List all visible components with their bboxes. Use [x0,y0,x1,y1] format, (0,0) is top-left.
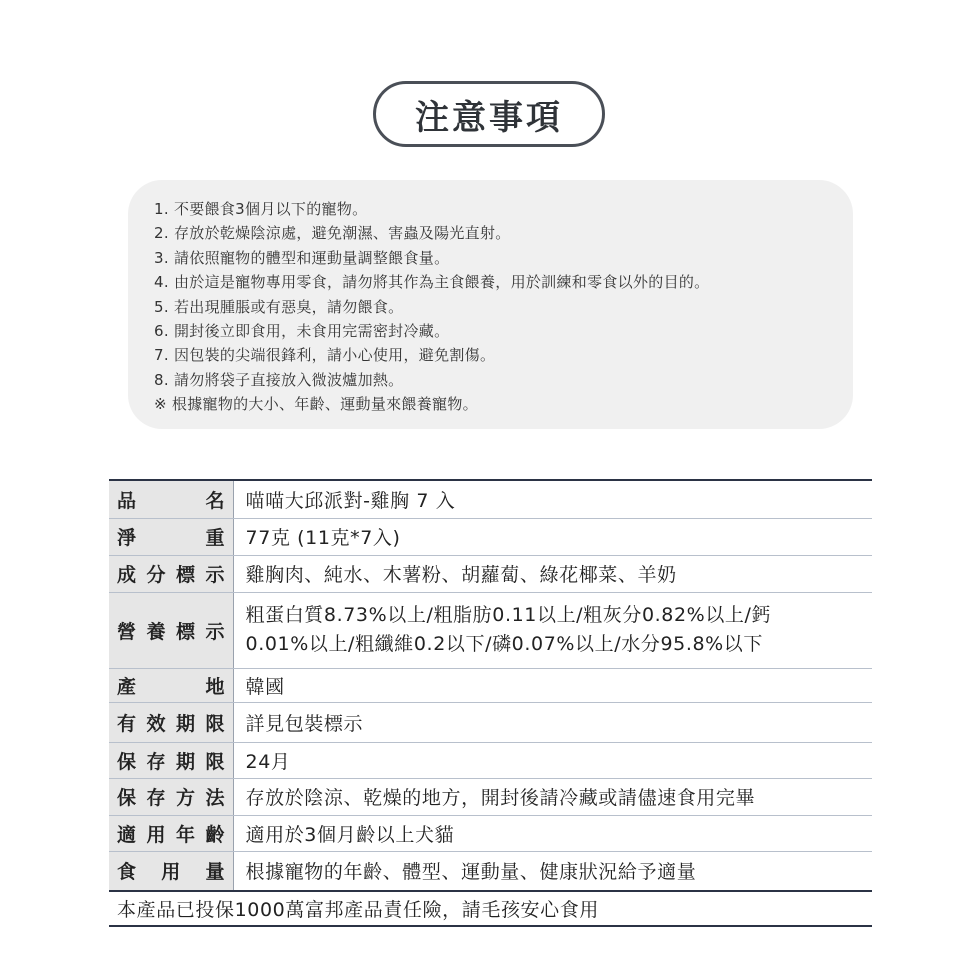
notice-item: 3. 請依照寵物的體型和運動量調整餵食量。 [154,248,450,267]
spec-value: 77克 (11克*7入) [233,518,872,555]
spec-label: 成 分 標 示 [109,555,233,592]
spec-label: 保 存 期 限 [109,742,233,778]
spec-value: 適用於3個月齡以上犬貓 [233,815,872,851]
product-spec-table [109,479,872,927]
spec-row-origin [109,668,872,702]
spec-row-expiry [109,702,872,742]
spec-value: 存放於陰涼、乾燥的地方，開封後請冷藏或請儘速食用完畢 [233,778,872,815]
spec-row-age [109,815,872,851]
spec-row-weight [109,518,872,555]
spec-label: 食 用 量 [109,851,233,891]
spec-label: 產 地 [109,668,233,702]
spec-row-shelf-life [109,742,872,778]
spec-value: 喵喵大邱派對-雞胸 7 入 [233,480,872,518]
insurance-note: 本產品已投保1000萬富邦產品責任險，請毛孩安心食用 [109,891,872,926]
spec-label: 營 養 標 示 [109,592,233,668]
spec-row-ingredients [109,555,872,592]
notice-item: ※ 根據寵物的大小、年齡、運動量來餵養寵物。 [154,395,478,414]
notice-item: 2. 存放於乾燥陰涼處，避免潮濕、害蟲及陽光直射。 [154,224,511,243]
spec-row-nutrition [109,592,872,668]
spec-row-dosage [109,851,872,891]
notice-list [154,197,853,417]
spec-label: 有 效 期 限 [109,702,233,742]
notice-box [128,180,853,429]
spec-value: 24月 [233,742,872,778]
notice-item: 7. 因包裝的尖端很鋒利，請小心使用，避免割傷。 [154,346,496,365]
spec-value: 韓國 [233,668,872,702]
notice-title: 注意事項 [373,81,605,147]
spec-value: 根據寵物的年齡、體型、運動量、健康狀況給予適量 [233,851,872,891]
notice-item: 4. 由於這是寵物專用零食，請勿將其作為主食餵養，用於訓練和零食以外的目的。 [154,273,710,292]
spec-value: 詳見包裝標示 [233,702,872,742]
spec-value: 雞胸肉、純水、木薯粉、胡蘿蔔、綠花椰菜、羊奶 [233,555,872,592]
spec-label: 適 用 年 齡 [109,815,233,851]
spec-row-storage [109,778,872,815]
spec-label: 品 名 [109,480,233,518]
spec-footer-row [109,891,872,926]
spec-value: 粗蛋白質8.73%以上/粗脂肪0.11以上/粗灰分0.82%以上/鈣 0.01%以上/粗纖維0.2以下/磷0.07%以上/水分95.8%以下 [233,592,872,668]
spec-row-name [109,480,872,518]
notice-item: 1. 不要餵食3個月以下的寵物。 [154,200,368,218]
notice-item: 6. 開封後立即食用，未食用完需密封冷藏。 [154,322,450,341]
notice-item: 5. 若出現腫脹或有惡臭，請勿餵食。 [154,297,404,316]
spec-label: 淨 重 [109,518,233,555]
notice-item: 8. 請勿將袋子直接放入微波爐加熱。 [154,370,404,389]
spec-label: 保 存 方 法 [109,778,233,815]
